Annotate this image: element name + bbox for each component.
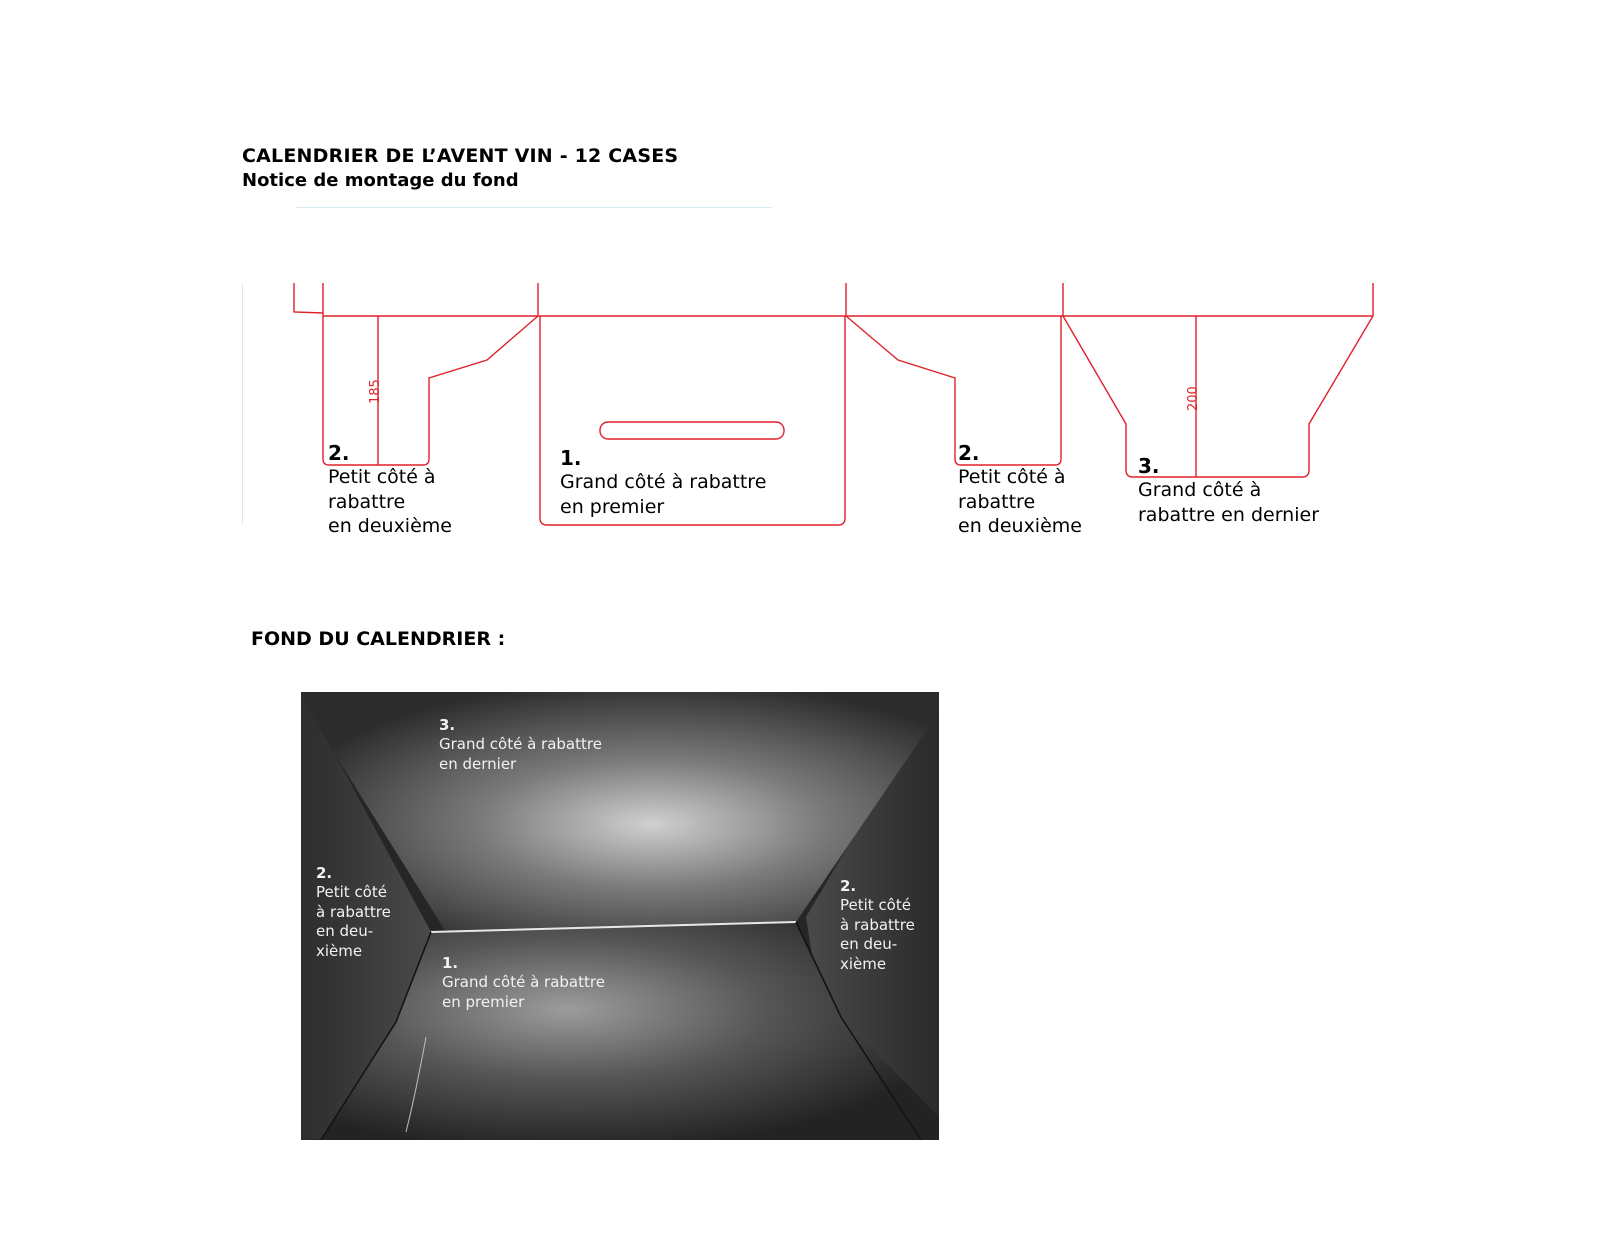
dieline-label-large-first [560, 446, 766, 519]
label-line: xième [840, 954, 887, 973]
photo-label-small-left [316, 864, 391, 961]
label-line: en deuxième [958, 515, 1082, 537]
label-line: à rabattre [840, 915, 915, 934]
dieline-label-large-last [1138, 454, 1319, 527]
label-line: xième [316, 941, 363, 960]
dieline-diagram [0, 0, 1600, 560]
label-line: rabattre [328, 490, 406, 513]
label-line: à rabattre [316, 902, 391, 921]
label-line: Petit côté [840, 896, 911, 914]
label-line: Grand côté à rabattre [560, 471, 767, 493]
step-number: 3. [439, 716, 456, 734]
label-line: Petit côté à [958, 466, 1066, 488]
label-line: en dernier [439, 754, 517, 773]
dieline-label-small-left [328, 441, 452, 539]
dimension-label-right: 200 [1186, 386, 1201, 411]
step-number: 2. [316, 864, 333, 882]
dieline-label-small-right [958, 441, 1082, 539]
label-line: en deuxième [328, 515, 452, 537]
label-line: rabattre [958, 490, 1036, 513]
document-subtitle: Notice de montage du fond [242, 170, 519, 191]
label-line: en premier [442, 992, 525, 1011]
flap-large-last [1063, 316, 1373, 477]
label-line: en premier [560, 495, 665, 518]
step-number: 3. [1138, 454, 1160, 478]
label-line: Grand côté à [1138, 479, 1262, 501]
left-stub [294, 283, 323, 313]
section-title: FOND DU CALENDRIER : [251, 628, 506, 650]
step-number: 1. [560, 446, 582, 470]
label-line: Grand côté à rabattre [439, 735, 602, 753]
document-title: CALENDRIER DE L’AVENT VIN - 12 CASES [242, 145, 679, 167]
dimension-label-left: 185 [368, 379, 383, 404]
step-number: 2. [958, 441, 980, 465]
step-number: 2. [328, 441, 350, 465]
label-line: Petit côté [316, 883, 387, 901]
calendar-bottom-photo [301, 692, 939, 1140]
photo-label-small-right [840, 877, 915, 974]
photo-label-large-last [439, 716, 602, 774]
label-line: rabattre en dernier [1138, 503, 1320, 526]
slot-opening [600, 422, 784, 439]
photo-label-large-first [442, 954, 605, 1012]
label-line: Grand côté à rabattre [442, 973, 605, 991]
step-number: 1. [442, 954, 459, 972]
label-line: Petit côté à [328, 466, 436, 488]
label-line: en deu- [316, 922, 374, 940]
step-number: 2. [840, 877, 857, 895]
label-line: en deu- [840, 935, 898, 953]
